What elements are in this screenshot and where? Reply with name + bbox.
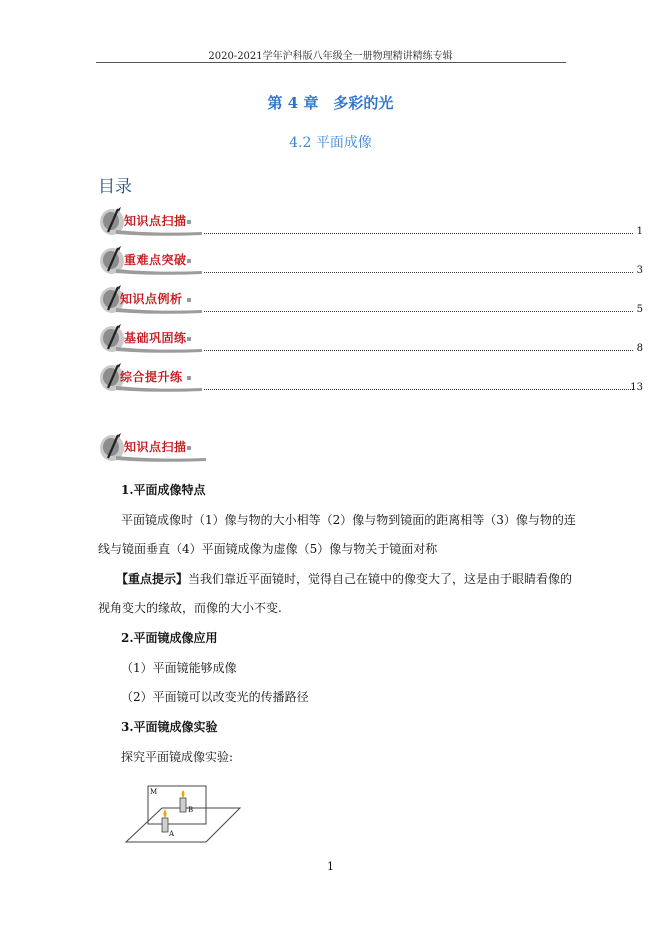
label-a: A	[169, 830, 175, 838]
badge-label: 综合提升练	[120, 370, 183, 384]
toc-item-basic-practice[interactable]	[98, 323, 643, 357]
section-heading-2: 2.平面镜成像应用	[121, 631, 218, 645]
badge-label: 知识点扫描	[124, 214, 187, 228]
badge-basic-practice	[98, 323, 204, 355]
badge-label: 知识点例析	[120, 292, 183, 306]
toc-page-number: 1	[636, 226, 643, 237]
toc-item-comprehensive-practice[interactable]	[98, 362, 643, 396]
paragraph-line: 视角变大的缘故，而像的大小不变.	[98, 601, 282, 615]
header-rule	[96, 62, 566, 63]
toc-item-examples[interactable]	[98, 284, 643, 318]
badge-examples	[98, 284, 204, 316]
toc-leader-dots	[204, 389, 633, 390]
toc-leader-dots	[204, 233, 633, 234]
paragraph-line: 线与镜面垂直（4）平面镜成像为虚像（5）像与物关于镜面对称	[98, 542, 438, 556]
page-number: 1	[327, 860, 334, 873]
badge-square	[187, 446, 191, 450]
badge-square	[187, 337, 191, 341]
badge-key-difficulties	[98, 245, 204, 277]
badge-label: 基础巩固练	[124, 331, 187, 345]
badge-knowledge-scan	[98, 206, 204, 238]
badge-comprehensive-practice	[98, 362, 204, 394]
badge-square	[187, 298, 191, 302]
paragraph-line: 探究平面镜成像实验:	[121, 750, 234, 764]
badge-square	[187, 220, 191, 224]
toc-page-number: 3	[636, 265, 643, 276]
toc-leader-dots	[204, 311, 633, 312]
badge-label: 知识点扫描	[124, 440, 187, 454]
section-heading-3: 3.平面镜成像实验	[121, 720, 218, 734]
tip-label: 【重点提示】	[116, 572, 189, 586]
section-badge-knowledge-scan	[98, 432, 208, 464]
badge-square	[187, 376, 191, 380]
paragraph-line: 平面镜成像时（1）像与物的大小相等（2）像与物到镜面的距离相等（3）像与物的连	[121, 513, 576, 527]
tip-line	[116, 570, 572, 587]
list-item: （2）平面镜可以改变光的传播路径	[121, 690, 309, 704]
section-title: 4.2 平面成像	[289, 135, 372, 151]
badge-square	[187, 259, 191, 263]
list-item: （1）平面镜能够成像	[121, 661, 237, 675]
toc-leader-dots	[204, 350, 633, 351]
mirror-experiment-diagram	[122, 778, 242, 850]
label-b: B	[188, 806, 194, 814]
badge-label: 重难点突破	[124, 253, 187, 267]
chapter-title: 第 4 章 多彩的光	[267, 94, 394, 112]
running-header: 2020-2021学年沪科版八年级全一册物理精讲精练专辑	[208, 51, 453, 62]
toc-leader-dots	[204, 272, 633, 273]
toc-heading: 目录	[98, 177, 132, 197]
toc-page-number: 13	[630, 382, 643, 393]
tip-text: 当我们靠近平面镜时，觉得自己在镜中的像变大了，这是由于眼睛看像的	[188, 572, 573, 586]
toc-item-knowledge-scan[interactable]	[98, 206, 643, 240]
label-m: M	[150, 788, 158, 796]
section-heading-1: 1.平面成像特点	[121, 483, 206, 497]
toc-page-number: 5	[636, 304, 643, 315]
toc-page-number: 8	[636, 343, 643, 354]
toc-item-key-difficulties[interactable]	[98, 245, 643, 279]
